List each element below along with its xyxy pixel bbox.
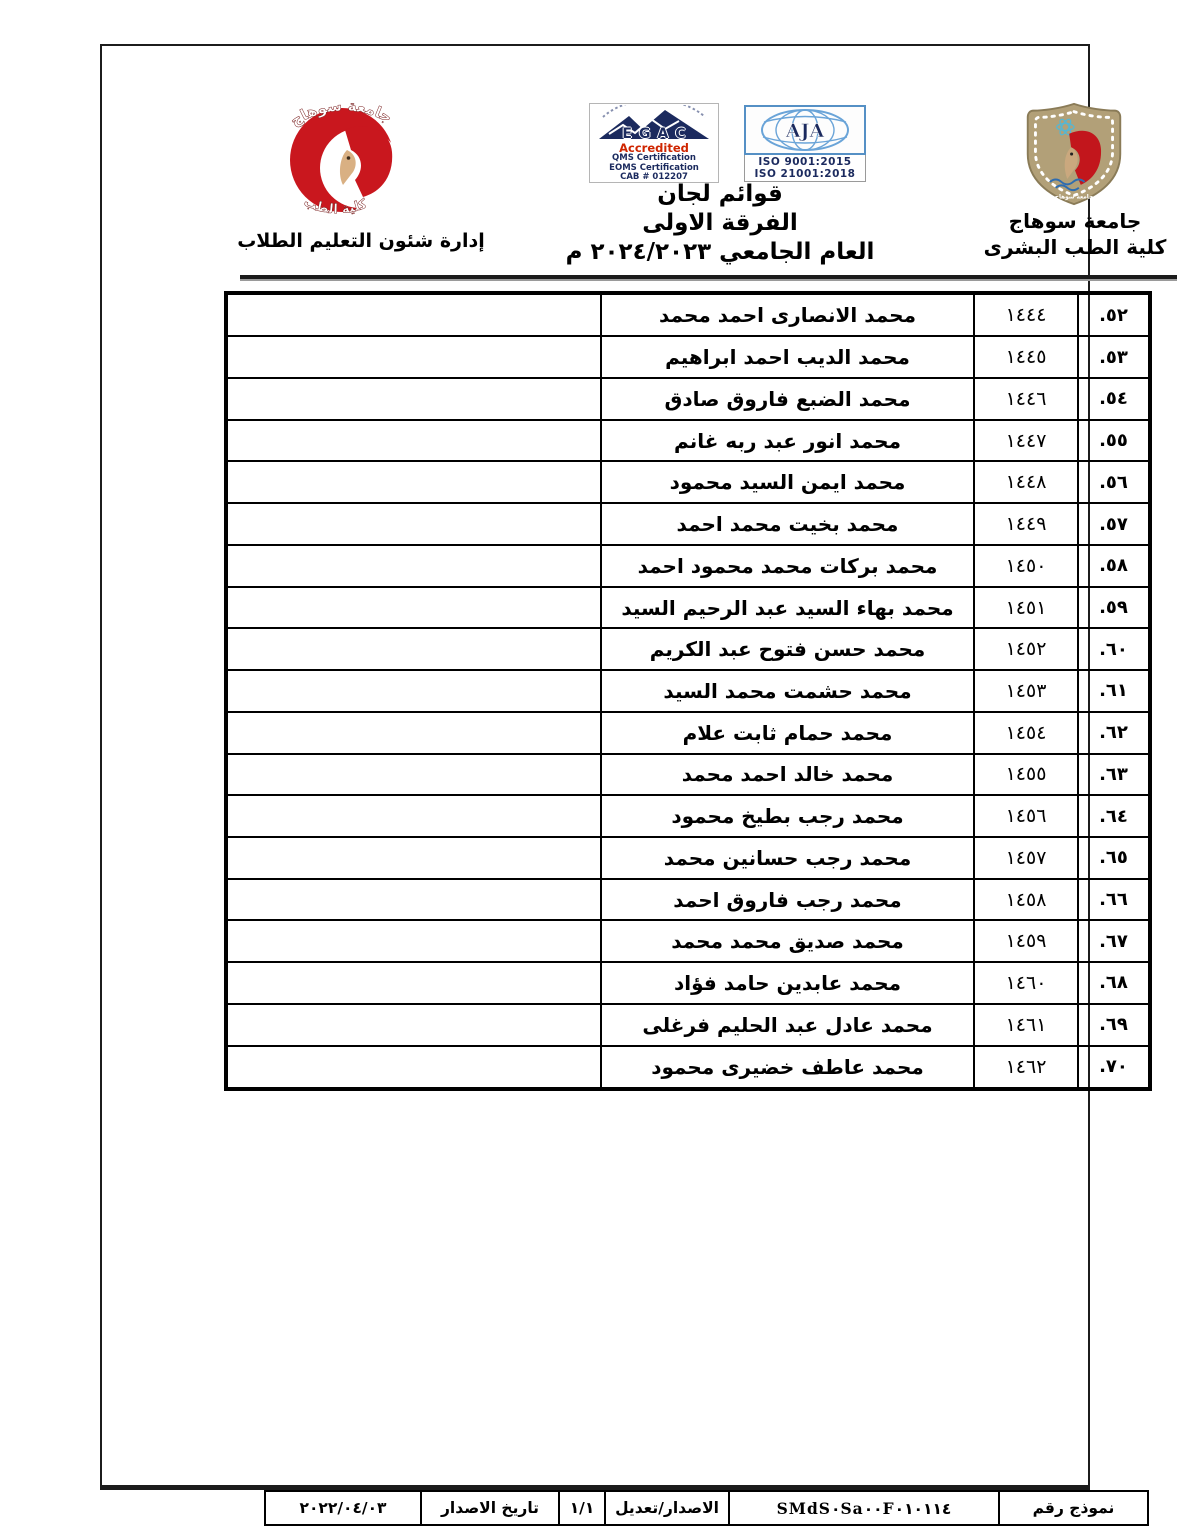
empty-cell — [226, 628, 601, 670]
egac-accredited-label: Accredited — [619, 141, 689, 155]
student-id-cell: ١٤٥٨ — [974, 879, 1078, 921]
table-row — [226, 795, 1150, 837]
university-shield-logo-icon — [1000, 101, 1148, 207]
student-id-cell: ١٤٥٧ — [974, 837, 1078, 879]
table-row — [226, 837, 1150, 879]
student-id-cell: ١٤٥١ — [974, 587, 1078, 629]
student-name-cell: محمد بركات محمد محمود احمد — [601, 545, 974, 587]
serial-number-cell: ٦٧. — [1078, 920, 1150, 962]
serial-number-cell: ٥٩. — [1078, 587, 1150, 629]
empty-cell — [226, 837, 601, 879]
iso-line: ISO 9001:2015 — [758, 156, 852, 168]
serial-number-cell: ٥٣. — [1078, 336, 1150, 378]
aja-globe-icon — [749, 107, 861, 153]
table-row — [226, 545, 1150, 587]
empty-cell — [226, 754, 601, 796]
aja-name: AJA — [785, 120, 825, 142]
table-row — [226, 587, 1150, 629]
empty-cell — [226, 503, 601, 545]
empty-cell — [226, 795, 601, 837]
student-name-cell: محمد عادل عبد الحليم فرغلى — [601, 1004, 974, 1046]
table-row — [226, 962, 1150, 1004]
student-id-cell: ١٤٤٤ — [974, 293, 1078, 336]
aja-globe-box — [744, 105, 866, 155]
crescent-top-label: جامعة سوهاج — [286, 96, 396, 130]
table-row — [226, 920, 1150, 962]
table-row — [226, 461, 1150, 503]
serial-number-cell: ٦١. — [1078, 670, 1150, 712]
crescent-bottom-label: كلية الطب — [301, 194, 369, 218]
student-name-cell: محمد رجب حسانين محمد — [601, 837, 974, 879]
empty-cell — [226, 293, 601, 336]
page-title: قوائم لجان — [657, 181, 783, 207]
student-id-cell: ١٤٦٠ — [974, 962, 1078, 1004]
serial-number-cell: ٦٩. — [1078, 1004, 1150, 1046]
header-separator-rule — [240, 275, 1177, 279]
student-name-cell: محمد بهاء السيد عبد الرحيم السيد — [601, 587, 974, 629]
table-row — [226, 879, 1150, 921]
table-row — [226, 1046, 1150, 1089]
page-border-frame — [100, 44, 1167, 1518]
empty-cell — [226, 378, 601, 420]
student-name-cell: محمد حسن فتوح عبد الكريم — [601, 628, 974, 670]
serial-number-cell: ٦٦. — [1078, 879, 1150, 921]
serial-number-cell: ٦٣. — [1078, 754, 1150, 796]
serial-number-cell: ٥٢. — [1078, 293, 1150, 336]
student-id-cell: ١٤٥٣ — [974, 670, 1078, 712]
students-table — [224, 291, 1152, 1091]
issue-label: الاصدار/تعديل — [605, 1491, 729, 1525]
student-id-cell: ١٤٤٩ — [974, 503, 1078, 545]
aja-accreditation-logo — [744, 105, 866, 182]
document-title-block — [520, 180, 920, 267]
table-row — [226, 293, 1150, 336]
student-name-cell: محمد حشمت محمد السيد — [601, 670, 974, 712]
table-row — [226, 1004, 1150, 1046]
empty-cell — [226, 420, 601, 462]
serial-number-cell: ٥٨. — [1078, 545, 1150, 587]
student-id-cell: ١٤٥٥ — [974, 754, 1078, 796]
issue-date-value: ٢٠٢٢/٠٤/٠٣ — [265, 1491, 421, 1525]
university-name-block — [980, 208, 1170, 260]
empty-cell — [226, 712, 601, 754]
serial-number-cell: ٥٤. — [1078, 378, 1150, 420]
student-id-cell: ١٤٥٩ — [974, 920, 1078, 962]
table-row — [226, 712, 1150, 754]
empty-cell — [226, 1046, 601, 1089]
table-row — [226, 378, 1150, 420]
serial-number-cell: ٦٤. — [1078, 795, 1150, 837]
student-name-cell: محمد حمام ثابت علام — [601, 712, 974, 754]
grade-title: الفرقة الاولى — [642, 210, 798, 236]
serial-number-cell: ٦٠. — [1078, 628, 1150, 670]
student-id-cell: ١٤٥٦ — [974, 795, 1078, 837]
issue-value: ١/١ — [559, 1491, 605, 1525]
serial-number-cell: ٥٦. — [1078, 461, 1150, 503]
student-id-cell: ١٤٤٥ — [974, 336, 1078, 378]
student-name-cell: محمد رجب فاروق احمد — [601, 879, 974, 921]
student-id-cell: ١٤٦١ — [974, 1004, 1078, 1046]
egac-cert-line: CAB # 012207 — [620, 172, 688, 182]
serial-number-cell: ٦٨. — [1078, 962, 1150, 1004]
iso-line: ISO 21001:2018 — [754, 168, 856, 180]
egac-cert-line: EOMS Certification — [609, 162, 699, 173]
student-name-cell: محمد الانصارى احمد محمد — [601, 293, 974, 336]
empty-cell — [226, 587, 601, 629]
student-name-cell: محمد رجب بطيخ محمود — [601, 795, 974, 837]
empty-cell — [226, 879, 601, 921]
empty-cell — [226, 545, 601, 587]
student-name-cell: محمد صديق محمد محمد — [601, 920, 974, 962]
issue-date-label: تاريخ الاصدار — [421, 1491, 559, 1525]
table-row — [226, 503, 1150, 545]
university-name: جامعة سوهاج — [1008, 209, 1142, 233]
student-name-cell: محمد الديب احمد ابراهيم — [601, 336, 974, 378]
form-number-value: SMdS٠Sa٠٠F٠١٠١١٤ — [729, 1491, 999, 1525]
footer-row — [265, 1491, 1148, 1525]
empty-cell — [226, 336, 601, 378]
student-id-cell: ١٤٦٢ — [974, 1046, 1078, 1089]
empty-cell — [226, 461, 601, 503]
empty-cell — [226, 670, 601, 712]
academic-year-title: العام الجامعي ٢٠٢٤/٢٠٢٣ م — [565, 239, 875, 265]
student-name-cell: محمد بخيت محمد احمد — [601, 503, 974, 545]
serial-number-cell: ٦٢. — [1078, 712, 1150, 754]
faculty-name: كلية الطب البشرى — [983, 235, 1167, 259]
egac-name: EGAC — [622, 126, 693, 142]
student-id-cell: ١٤٥٢ — [974, 628, 1078, 670]
student-id-cell: ١٤٤٧ — [974, 420, 1078, 462]
empty-cell — [226, 962, 601, 1004]
student-id-cell: ١٤٤٨ — [974, 461, 1078, 503]
serial-number-cell: ٧٠. — [1078, 1046, 1150, 1089]
faculty-crescent-logo-icon — [247, 96, 442, 221]
serial-number-cell: ٥٧. — [1078, 503, 1150, 545]
egac-accreditation-logo — [589, 103, 719, 183]
student-name-cell: محمد الضبع فاروق صادق — [601, 378, 974, 420]
student-id-cell: ١٤٥٤ — [974, 712, 1078, 754]
table-row — [226, 628, 1150, 670]
serial-number-cell: ٥٥. — [1078, 420, 1150, 462]
shield-bottom-label: جامعة سوهاج — [1054, 194, 1094, 201]
egac-cert-line: QMS Certification — [612, 153, 696, 163]
table-row — [226, 336, 1150, 378]
student-name-cell: محمد خالد احمد محمد — [601, 754, 974, 796]
form-number-label: نموذج رقم — [999, 1491, 1148, 1525]
serial-number-cell: ٦٥. — [1078, 837, 1150, 879]
department-title: إدارة شئون التعليم الطلاب — [237, 230, 485, 252]
iso-certification-box — [744, 155, 866, 182]
empty-cell — [226, 920, 601, 962]
student-name-cell: محمد انور عبد ربه غانم — [601, 420, 974, 462]
student-id-cell: ١٤٥٠ — [974, 545, 1078, 587]
student-name-cell: محمد ايمن السيد محمود — [601, 461, 974, 503]
table-row — [226, 754, 1150, 796]
student-name-cell: محمد عاطف خضيرى محمود — [601, 1046, 974, 1089]
student-id-cell: ١٤٤٦ — [974, 378, 1078, 420]
form-footer-table — [264, 1490, 1149, 1526]
empty-cell — [226, 1004, 601, 1046]
student-name-cell: محمد عابدين حامد فؤاد — [601, 962, 974, 1004]
table-row — [226, 670, 1150, 712]
table-row — [226, 420, 1150, 462]
